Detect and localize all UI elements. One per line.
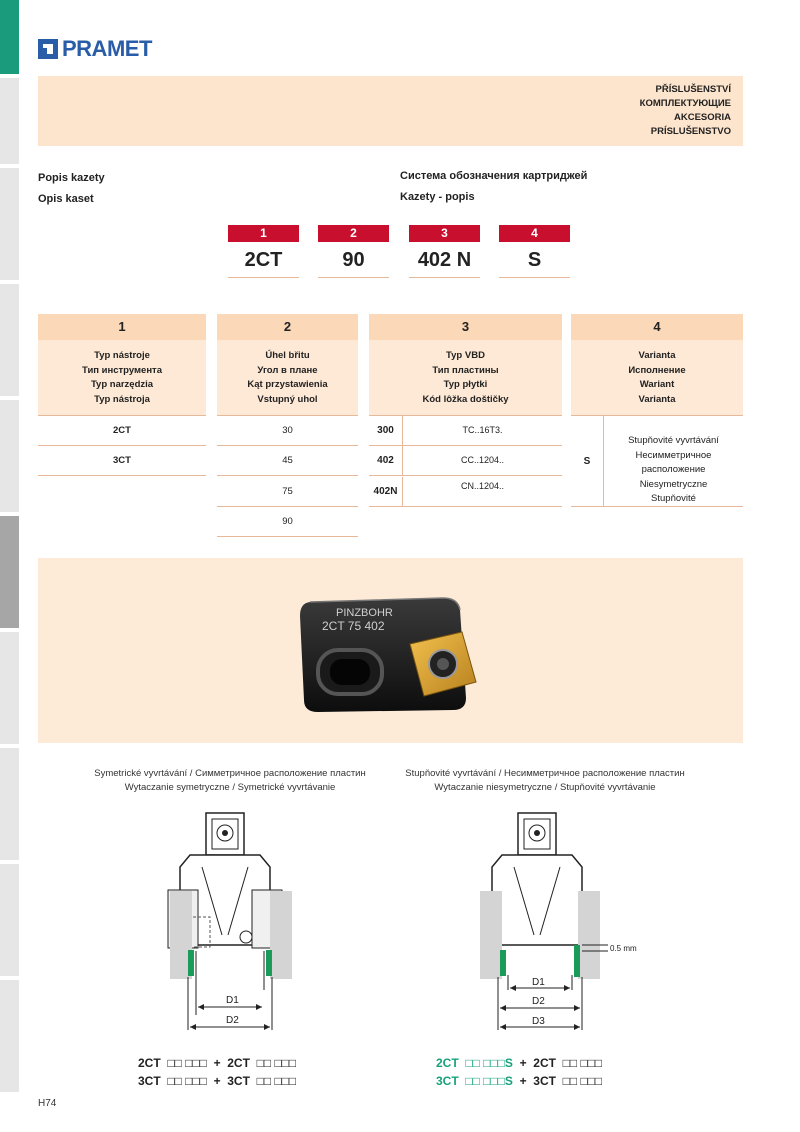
table-col-desc <box>217 340 358 416</box>
formula-right-line <box>436 1072 602 1090</box>
code-index: 4 <box>499 225 570 242</box>
side-tab-strip <box>0 0 19 1132</box>
desc-line: Stupňovité <box>651 493 696 504</box>
title-line: Opis kaset <box>38 193 94 205</box>
diagram-caption-right <box>395 767 695 795</box>
dimension-label: D2 <box>532 996 545 1007</box>
side-tab-active[interactable] <box>0 0 19 76</box>
desc-line: Тип инструмента <box>82 364 162 376</box>
brand-logo <box>38 36 152 62</box>
stepped-boring-diagram <box>470 805 670 1040</box>
side-tab-current[interactable] <box>0 516 19 630</box>
cartridge-photo <box>38 558 743 743</box>
formula-variant-part: 3CT □□ □□□S <box>436 1074 513 1088</box>
dimension-label: D1 <box>532 977 545 988</box>
insert-code: 300 <box>369 416 402 446</box>
desc-line: Stupňovité vyvrtávání <box>628 435 719 446</box>
variant-description <box>603 416 743 507</box>
caption-line: Wytaczanie niesymetryczne / Stupňovité vyvrtávanie <box>434 782 656 793</box>
side-tab[interactable] <box>0 632 19 746</box>
code-index: 3 <box>409 225 480 242</box>
title-right <box>400 166 587 208</box>
table-col-head: 1 <box>38 314 206 340</box>
side-tab[interactable] <box>0 400 19 514</box>
banner-line: PŘÍSLUŠENSTVÍ <box>655 84 731 95</box>
desc-line: Kąt przystawienia <box>247 379 328 390</box>
code-segment-1 <box>228 225 299 278</box>
code-value: 402 N <box>409 242 480 278</box>
insert-desc: TC..16T3. <box>402 416 562 446</box>
logo-mark-icon <box>38 39 58 59</box>
diagram-caption-left <box>70 767 390 795</box>
formula-right-line <box>436 1054 602 1072</box>
desc-line: Typ płytki <box>443 379 488 390</box>
formula-left-line: 3CT □□ □□□ + 3CT □□ □□□ <box>138 1074 297 1088</box>
desc-line: Typ nástroje <box>94 350 150 361</box>
desc-line: Niesymetryczne <box>639 478 708 490</box>
page-number: H74 <box>38 1098 57 1109</box>
desc-line: Úhel břitu <box>265 350 310 361</box>
insert-desc: CN..1204.. <box>402 477 562 507</box>
insert-code: 402 <box>369 446 402 476</box>
variant-code: S <box>571 416 603 507</box>
table-cell: 90 <box>217 507 358 537</box>
desc-line: Typ nástroja <box>94 393 150 405</box>
code-value: 2CT <box>228 242 299 278</box>
code-value: 90 <box>318 242 389 278</box>
table-col-head: 3 <box>369 314 562 340</box>
offset-label: 0.5 mm <box>610 944 637 953</box>
title-line: Система обозначения картриджей <box>400 170 588 182</box>
desc-line: Vstupný uhol <box>257 393 318 405</box>
side-tab[interactable] <box>0 980 19 1094</box>
desc-line: Исполнение <box>628 364 686 376</box>
side-tab[interactable] <box>0 284 19 398</box>
desc-line: Тип пластины <box>432 364 499 376</box>
side-tab[interactable] <box>0 864 19 978</box>
title-line: Popis kazety <box>38 172 105 184</box>
code-index: 2 <box>318 225 389 242</box>
desc-line: Wariant <box>639 379 675 390</box>
banner-line: КОМПЛЕКТУЮЩИЕ <box>639 98 731 109</box>
desc-line: Kód lôžka doštičky <box>422 393 509 405</box>
dimension-label: D3 <box>532 1016 545 1027</box>
table-col-desc <box>571 340 743 416</box>
table-col-head: 2 <box>217 314 358 340</box>
desc-line: Varianta <box>638 393 676 405</box>
dimension-label: D2 <box>226 1015 239 1026</box>
formula-rest-part: + 2CT □□ □□□ <box>512 1056 603 1070</box>
side-tab[interactable] <box>0 168 19 282</box>
caption-line: Stupňovité vyvrtávání / Несимметричное расположение пластин <box>405 768 685 779</box>
symmetric-boring-diagram <box>150 805 330 1040</box>
product-photo-panel <box>38 558 743 743</box>
code-segment-4 <box>499 225 570 278</box>
formula-variant-part: 2CT □□ □□□S <box>436 1056 513 1070</box>
engraving-text: PINZBOHR <box>336 607 393 619</box>
table-cell: 2CT <box>38 416 206 446</box>
table-cell: 75 <box>217 477 358 507</box>
formula-rest-part: + 3CT □□ □□□ <box>512 1074 603 1088</box>
desc-line: Угол в плане <box>257 364 318 376</box>
engraving-text: 2CT 75 402 <box>322 619 385 633</box>
caption-line: Wytaczanie symetryczne / Symetrické vyvrtávanie <box>124 782 336 793</box>
desc-line: Typ VBD <box>446 350 485 361</box>
caption-line: Symetrické vyvrtávání / Симметричное расположение пластин <box>94 768 366 779</box>
brand-name: PRAMET <box>62 36 152 61</box>
banner-line: PRÍSLUŠENSTVO <box>650 126 731 137</box>
code-value: S <box>499 242 570 278</box>
side-tab[interactable] <box>0 748 19 862</box>
code-segment-2 <box>318 225 389 278</box>
table-col-desc <box>38 340 206 416</box>
code-index: 1 <box>228 225 299 242</box>
table-cell: 3CT <box>38 446 206 476</box>
title-left <box>38 168 105 210</box>
side-tab[interactable] <box>0 78 19 166</box>
desc-line: Несимметричное расположение <box>635 449 712 475</box>
dimension-label: D1 <box>226 995 239 1006</box>
insert-code: 402N <box>369 477 402 507</box>
banner-line: AKCESORIA <box>673 112 731 123</box>
table-col-desc <box>369 340 562 416</box>
desc-line: Varianta <box>638 350 676 361</box>
table-col-head: 4 <box>571 314 743 340</box>
title-line: Kazety - popis <box>400 191 475 203</box>
table-cell: 45 <box>217 446 358 476</box>
table-cell: 30 <box>217 416 358 446</box>
code-segment-3 <box>409 225 480 278</box>
formula-left-line: 2CT □□ □□□ + 2CT □□ □□□ <box>138 1056 297 1070</box>
section-banner <box>38 76 743 146</box>
desc-line: Typ narzędzia <box>90 379 154 390</box>
insert-desc: CC..1204.. <box>402 446 562 476</box>
